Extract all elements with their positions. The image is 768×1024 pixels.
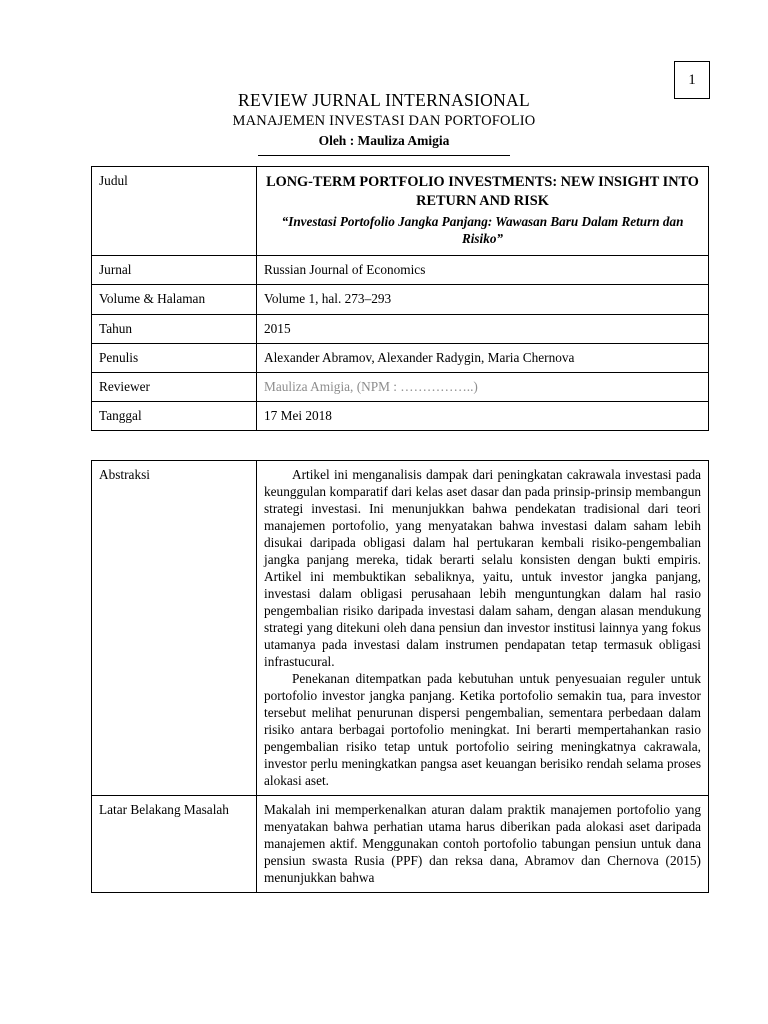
journal-metadata-table [91, 166, 709, 431]
row-label-judul: Judul [92, 167, 257, 256]
heading-line-3: Oleh : Mauliza Amigia [318, 133, 450, 148]
row-value-judul [257, 167, 709, 256]
page-number: 1 [688, 71, 696, 88]
abstract-background-table [91, 460, 709, 893]
row-label-tahun: Tahun [92, 314, 257, 343]
table-row [92, 285, 709, 314]
row-value-jurnal: Russian Journal of Economics [257, 256, 709, 285]
heading-line-2: MANAJEMEN INVESTASI DAN PORTOFOLIO [232, 113, 536, 129]
table-row [92, 372, 709, 401]
abstract-paragraph-2: Penekanan ditempatkan pada kebutuhan untuk penyesuaian reguler untuk portofolio investor jangka panjang. Ketika portofolio semakin tua, para investor tersebut melihat penurunan dispersi pengembalian, sementara perbedaan dalam risiko antara berbagai portofolio meningkat. Ini berarti mempertahankan rasio pengembalian risiko tetap untuk portofolio seiring meningkatnya cakrawala, investor perlu meningkatkan pangsa aset keuangan berisiko rendah selama proses alokasi aset. [264, 671, 701, 789]
row-label-volume-halaman: Volume & Halaman [92, 285, 257, 314]
row-label-tanggal: Tanggal [92, 401, 257, 430]
row-value-latar-belakang [257, 796, 709, 893]
abstract-paragraph-1: Artikel ini menganalisis dampak dari peningkatan cakrawala investasi pada keunggulan komparatif dari kelas aset dasar dan pada prinsip-prinsip membangun strategi investasi. Ini menunjukkan bahwa pendekatan tradisional dari teori manajemen portofolio, yang menyatakan bahwa investasi dalam saham lebih disukai daripada obligasi dalam hal pertukaran kembali risiko-pengembalian jangka panjang mereka, tidak berarti selalu konsisten dengan bukti empiris. Artikel ini membuktikan sebaliknya, yaitu, untuk investor jangka panjang, investasi dalam obligasi perusahaan lebih menguntungkan dalam hal rasio pengembalian risiko daripada investasi dalam saham, dengan alasan mendukung strategi yang ditekuni oleh dana pensiun dan investor institusi lainnya yang fokus utamanya pada investasi dalam instrumen pendapatan tetap termasuk obligasi infrastucural. [264, 467, 701, 670]
table-row [92, 256, 709, 285]
table-row [92, 461, 709, 796]
journal-title-sub: “Investasi Portofolio Jangka Panjang: Wawasan Baru Dalam Return dan Risiko” [281, 214, 684, 247]
document-heading [0, 90, 768, 156]
row-value-reviewer: Mauliza Amigia, (NPM : ……………..) [257, 372, 709, 401]
row-value-volume-halaman: Volume 1, hal. 273–293 [257, 285, 709, 314]
heading-divider [258, 155, 510, 156]
row-label-penulis: Penulis [92, 343, 257, 372]
table-row [92, 314, 709, 343]
row-label-reviewer: Reviewer [92, 372, 257, 401]
row-value-penulis: Alexander Abramov, Alexander Radygin, Maria Chernova [257, 343, 709, 372]
table-row [92, 343, 709, 372]
row-value-tahun: 2015 [257, 314, 709, 343]
table-row [92, 167, 709, 256]
table-row [92, 796, 709, 893]
row-label-latar-belakang: Latar Belakang Masalah [92, 796, 257, 893]
row-value-abstraksi [257, 461, 709, 796]
journal-title-main: LONG-TERM PORTFOLIO INVESTMENTS: NEW INSIGHT INTO RETURN AND RISK [266, 174, 699, 209]
row-label-jurnal: Jurnal [92, 256, 257, 285]
table-row [92, 401, 709, 430]
heading-line-1: REVIEW JURNAL INTERNASIONAL [238, 90, 530, 110]
row-value-tanggal: 17 Mei 2018 [257, 401, 709, 430]
row-label-abstraksi: Abstraksi [92, 461, 257, 796]
background-paragraph-1: Makalah ini memperkenalkan aturan dalam praktik manajemen portofolio yang menyatakan bahwa perhatian utama harus diberikan pada alokasi aset daripada manajemen aktif. Menggunakan contoh portofolio tabungan pensiun untuk dana pensiun swasta Rusia (PPF) dan reksa dana, Abramov dan Chernova (2015) menunjukkan bahwa [264, 802, 701, 886]
